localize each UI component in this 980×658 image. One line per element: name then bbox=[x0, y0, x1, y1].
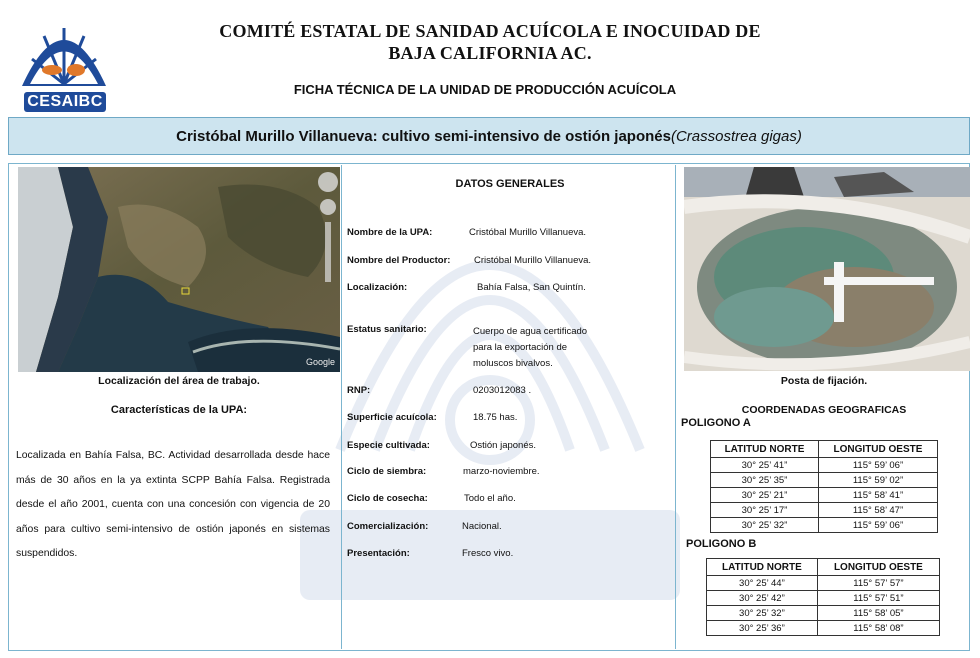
polygon-a-label: POLIGONO A bbox=[681, 417, 751, 429]
table-cell: 30° 25’ 35” bbox=[711, 473, 819, 488]
table-cell: 30° 25’ 32” bbox=[707, 606, 818, 621]
table-row bbox=[711, 488, 938, 503]
upa-description: Localizada en Bahía Falsa, BC. Actividad desarrollada desde hace más de 30 años en la ya extinta SCPP Bahía Falsa. Registrada desde el año 2001, cuenta con una concesión con vigencia de 20 años para cultivo semi-intensivo de ostión japonés en sistemas suspendidos. bbox=[16, 450, 330, 559]
table-cell: 115° 59’ 06” bbox=[818, 518, 937, 533]
satellite-map-image bbox=[18, 167, 340, 372]
label-surface: Superficie acuícola: bbox=[347, 412, 437, 423]
value-presentation: Fresco vivo. bbox=[462, 548, 514, 559]
label-rnp: RNP: bbox=[347, 385, 371, 396]
org-title-line2: BAJA CALIFORNIA AC. bbox=[388, 43, 592, 63]
column-divider bbox=[675, 165, 676, 649]
value-location: Bahía Falsa, San Quintín. bbox=[477, 282, 586, 293]
label-producer: Nombre del Productor: bbox=[347, 255, 451, 266]
table-header-row bbox=[711, 441, 938, 458]
label-seeding-cycle: Ciclo de siembra: bbox=[347, 466, 427, 477]
column-header: LATITUD NORTE bbox=[707, 559, 818, 576]
table-row bbox=[707, 591, 940, 606]
table-cell: 115° 59’ 02” bbox=[818, 473, 937, 488]
value-harvest-cycle: Todo el año. bbox=[464, 493, 516, 504]
table-cell: 115° 59’ 06” bbox=[818, 458, 937, 473]
polygon-b-table bbox=[706, 558, 940, 636]
table-row bbox=[711, 458, 938, 473]
column-header: LATITUD NORTE bbox=[711, 441, 819, 458]
organization-title bbox=[170, 20, 810, 64]
cesaibc-logo bbox=[14, 14, 114, 114]
logo-text: CESAIBC bbox=[24, 92, 106, 112]
table-cell: 30° 25’ 44” bbox=[707, 576, 818, 591]
table-cell: 115° 58’ 08” bbox=[817, 621, 939, 636]
table-cell: 30° 25’ 42” bbox=[707, 591, 818, 606]
value-sanitary-status bbox=[473, 324, 587, 372]
map-watermark: Google bbox=[306, 357, 336, 367]
table-row bbox=[707, 606, 940, 621]
table-row bbox=[707, 576, 940, 591]
banner-title: Cristóbal Murillo Villanueva: cultivo semi-intensivo de ostión japonés bbox=[176, 128, 671, 145]
table-cell: 30° 25’ 41” bbox=[711, 458, 819, 473]
label-commercialization: Comercialización: bbox=[347, 521, 429, 532]
table-cell: 30° 25’ 17” bbox=[711, 503, 819, 518]
table-cell: 115° 58’ 47” bbox=[818, 503, 937, 518]
table-cell: 115° 57’ 57” bbox=[817, 576, 939, 591]
document-subtitle: FICHA TÉCNICA DE LA UNIDAD DE PRODUCCIÓN ACUÍCOLA bbox=[293, 82, 677, 97]
label-presentation: Presentación: bbox=[347, 548, 410, 559]
shell-logo-icon bbox=[14, 14, 114, 94]
table-header-row bbox=[707, 559, 940, 576]
coords-title: COORDENADAS GEOGRAFICAS bbox=[741, 404, 907, 416]
polygon-a-table bbox=[710, 440, 938, 533]
table-row bbox=[707, 621, 940, 636]
map-caption: Localización del área de trabajo. bbox=[98, 375, 260, 387]
table-cell: 115° 57’ 51” bbox=[817, 591, 939, 606]
org-title-line1: COMITÉ ESTATAL DE SANIDAD ACUÍCOLA E INOCUIDAD DE bbox=[219, 21, 761, 41]
table-cell: 115° 58’ 41” bbox=[818, 488, 937, 503]
value-upa-name: Cristóbal Murillo Villanueva. bbox=[469, 227, 587, 238]
table-row bbox=[711, 473, 938, 488]
value-rnp: 0203012083 . bbox=[473, 385, 532, 396]
label-location: Localización: bbox=[347, 282, 408, 293]
label-harvest-cycle: Ciclo de cosecha: bbox=[347, 493, 428, 504]
label-sanitary-status: Estatus sanitario: bbox=[347, 324, 427, 335]
value-producer: Cristóbal Murillo Villanueva. bbox=[474, 255, 592, 266]
table-row bbox=[711, 518, 938, 533]
table-cell: 30° 25’ 21” bbox=[711, 488, 819, 503]
table-row bbox=[711, 503, 938, 518]
sanitary-line: Cuerpo de agua certificado bbox=[473, 326, 588, 337]
upa-title-banner bbox=[8, 117, 970, 155]
general-data-title: DATOS GENERALES bbox=[455, 178, 565, 190]
sanitary-line: moluscos bivalvos. bbox=[473, 358, 553, 369]
polygon-b-label: POLIGONO B bbox=[686, 538, 757, 550]
sanitary-line: para la exportación de bbox=[473, 342, 568, 353]
column-header: LONGITUD OESTE bbox=[818, 441, 937, 458]
banner-species: (Crassostrea gigas) bbox=[670, 128, 802, 145]
value-commercialization: Nacional. bbox=[462, 521, 502, 532]
value-species: Ostión japonés. bbox=[470, 440, 537, 451]
label-species: Especie cultivada: bbox=[347, 440, 430, 451]
table-cell: 115° 58’ 05” bbox=[817, 606, 939, 621]
value-seeding-cycle: marzo-noviembre. bbox=[463, 466, 540, 477]
fixation-post-photo bbox=[684, 167, 970, 371]
photo-caption: Posta de fijación. bbox=[780, 375, 868, 387]
label-upa-name: Nombre de la UPA: bbox=[347, 227, 433, 238]
table-cell: 30° 25’ 32” bbox=[711, 518, 819, 533]
column-header: LONGITUD OESTE bbox=[817, 559, 939, 576]
characteristics-title: Características de la UPA: bbox=[110, 404, 248, 416]
table-cell: 30° 25’ 36” bbox=[707, 621, 818, 636]
column-divider bbox=[341, 165, 342, 649]
value-surface: 18.75 has. bbox=[473, 412, 518, 423]
